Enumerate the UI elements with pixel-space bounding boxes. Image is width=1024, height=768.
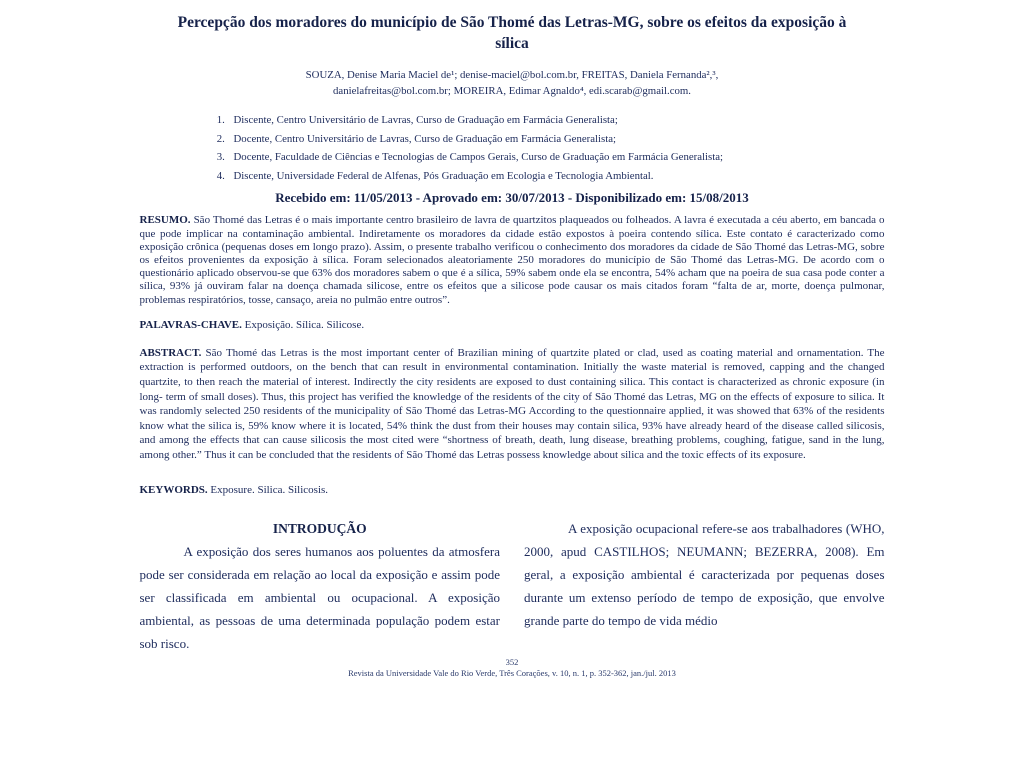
palavras-chave-label: PALAVRAS-CHAVE. bbox=[139, 318, 242, 331]
affiliation-item: 2. Docente, Centro Universitário de Lavras, Curso de Graduação em Farmácia Generalista; bbox=[228, 130, 865, 149]
resumo-text: São Thomé das Letras é o mais importante centro brasileiro de lavra de quartzitos plaqueados ou folheados. A lavra é executada a céu aberto, em bancada o que pode implicar na contaminação ambiental. Indiretamente os moradores da cidade estão expostos à poeira contendo sílica. Este contato é caracterizado como exposição crônica (pequenas doses em longo prazo). Assim, o presente trabalho verificou o conhecimento dos moradores da cidade de São Thomé das Letras-MG, sobre os efeitos provenientes da exposição à sílica. Foram selecionados aleatoriamente 250 moradores do município de São Thomé das Letras-MG. De acordo com o questionário aplicado observou-se que 63% dos moradores sabem o que é a sílica, 59% sabem onde ela se encontra, 54% acham que na poeira de sua casa pode conter a sílica, 93% já ouviram falar na doença chamada silicose, entre os efeitos que a silicose pode causar os mais citados foram “falta de ar, morte, doença pulmonar, problemas respiratórios, tosse, cansaço, areia no pulmão entre outros”. bbox=[139, 214, 885, 306]
page-footer bbox=[140, 657, 885, 678]
intro-right-paragraph: A exposição ocupacional refere-se aos trabalhadores (WHO, 2000, apud CASTILHOS; NEUMANN; BEZERRA, 2008). Em geral, a exposição ambiental é caracterizada por pequenas doses durante um extenso período de tempo de exposição, que envolve grande parte do tempo de vida médio bbox=[524, 521, 885, 629]
affiliation-item: 4. Discente, Universidade Federal de Alfenas, Pós Graduação em Ecologia e Tecnologia Ambiental. bbox=[228, 167, 865, 186]
page-number: 352 bbox=[505, 657, 519, 668]
intro-left-paragraph: A exposição dos seres humanos aos poluentes da atmosfera pode ser considerada em relação ao local da exposição e assim pode ser classificada em ambiental ou ocupacional. A exposição ambiental, as pessoas de uma determinada população podem estar sob risco. bbox=[139, 544, 500, 652]
abstract-paragraph bbox=[140, 346, 885, 462]
keywords-label: KEYWORDS. bbox=[139, 484, 208, 497]
intro-column-left bbox=[140, 517, 501, 655]
authors-line-1: SOUZA, Denise Maria Maciel de¹; denise-maciel@bol.com.br, FREITAS, Daniela Fernanda²,³, bbox=[305, 68, 719, 81]
abstract-text: São Thomé das Letras is the most important center of Brazilian mining of quartzite plated or clad, used as coating material and ornamentation. The extraction is performed outdoors, on the bench that can result in environmental contamination. Initially the waste material is removed, capping and the changed quartzite, to then reach the material of interest. Indirectly the city residents are exposed to dust containing silica. This contact is characterized as chronic exposure (in long- term of small doses). Thus, this project has verified the knowledge of the residents of the city of São Thomé das Letras, MG on the effects of exposure to silica. It was randomly selected 250 residents of the municipality of São Thomé das Letras-MG According to the questionnaire applied, it was showed that 63% of the residents know what the silica is, 59% know where it is located, 54% think the dust from their houses may contain silica, 93% have already heard of the disease called silicosis, and among the effects that can cause silicosis the most cited were “shortness of breath, death, lung disease, breathing problems, coughing, fatigue, sand in the lung, among other.” Thus it can be concluded that the residents of São Thomé das Letras possess knowledge about silica and the toxic effects of its exposure. bbox=[139, 346, 885, 461]
authors-block bbox=[140, 67, 885, 99]
affiliation-item: 1. Discente, Centro Universitário de Lavras, Curso de Graduação em Farmácia Generalista; bbox=[228, 111, 865, 130]
paper-page bbox=[140, 0, 885, 679]
journal-citation-line: Revista da Universidade Vale do Rio Verde, Três Corações, v. 10, n. 1, p. 352-362, jan./jul. 2013 bbox=[348, 667, 676, 678]
resumo-paragraph bbox=[140, 214, 885, 306]
abstract-label: ABSTRACT. bbox=[139, 346, 202, 359]
introduction-section bbox=[140, 517, 885, 655]
palavras-chave-text: Exposição. Sílica. Silicose. bbox=[244, 318, 365, 331]
authors-line-2: danielafreitas@bol.com.br; MOREIRA, Edimar Agnaldo⁴, edi.scarab@gmail.com. bbox=[333, 85, 691, 98]
palavras-chave-line bbox=[140, 319, 885, 332]
affiliations-list bbox=[140, 111, 885, 185]
paper-title: Percepção dos moradores do município de São Thomé das Letras-MG, sobre os efeitos da exposição à sílica bbox=[177, 14, 847, 52]
dates-line: Recebido em: 11/05/2013 - Aprovado em: 30/07/2013 - Disponibilizado em: 15/08/2013 bbox=[275, 190, 749, 206]
introduction-heading: INTRODUÇÃO bbox=[272, 521, 367, 537]
affiliation-item: 3. Docente, Faculdade de Ciências e Tecnologias de Campos Gerais, Curso de Graduação em Farmácia Generalista; bbox=[228, 148, 865, 167]
intro-column-right bbox=[524, 517, 885, 655]
keywords-text: Exposure. Silica. Silicosis. bbox=[210, 484, 329, 497]
resumo-label: RESUMO. bbox=[139, 214, 191, 227]
keywords-line bbox=[140, 484, 885, 497]
